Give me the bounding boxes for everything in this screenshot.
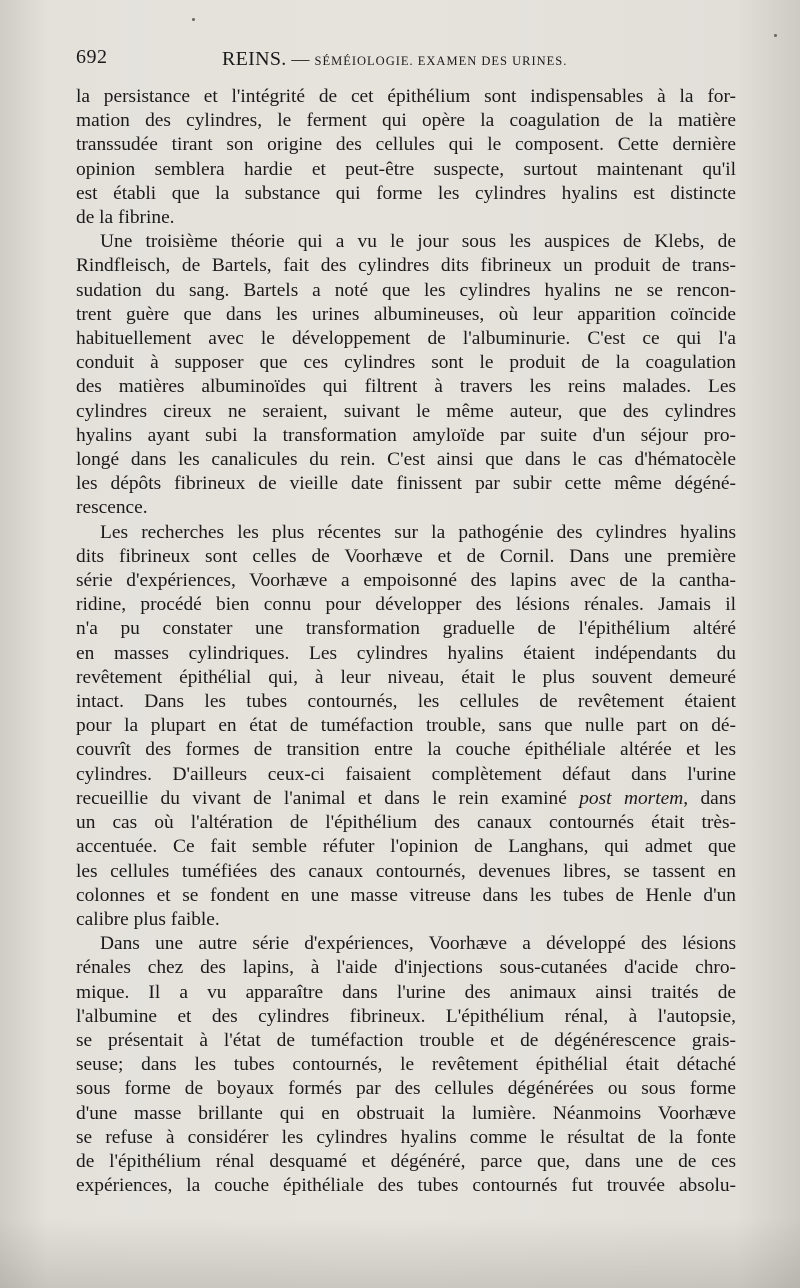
text-line: intact. Dans les tubes contournés, les cellules de revêtement étaient xyxy=(76,691,736,713)
text-line: Une troisième théorie qui a vu le jour sous les auspices de Klebs, de xyxy=(100,231,736,253)
text-line: longé dans les canalicules du rein. C'est ainsi que dans le cas d'hématocèle xyxy=(76,449,736,471)
text-line: cylindres. D'ailleurs ceux-ci faisaient complètement défaut dans l'urine xyxy=(76,763,736,785)
paper-speck xyxy=(774,34,777,37)
text-line: accentuée. Ce fait semble réfuter l'opinion de Langhans, qui admet que xyxy=(76,836,736,858)
text-line: rescence. xyxy=(76,497,148,519)
text-line: trent guère que dans les urines albumineuses, où leur apparition coïncide xyxy=(76,303,736,325)
text-line: calibre plus faible. xyxy=(76,908,220,930)
text-line: sous forme de boyaux formés par des cellules dégénérées ou sous forme xyxy=(76,1078,736,1100)
text-line: des matières albuminoïdes qui filtrent à travers les reins malades. Les xyxy=(76,376,736,398)
text-line: rénales chez des lapins, à l'aide d'injections sous-cutanées d'acide chro- xyxy=(76,957,736,979)
text-line: un cas où l'altération de l'épithélium des canaux contournés était très- xyxy=(76,812,736,834)
text-line: Rindfleisch, de Bartels, fait des cylindres dits fibrineux un produit de trans- xyxy=(76,255,736,277)
text-line: sudation du sang. Bartels a noté que les cylindres hyalins ne se rencon- xyxy=(76,279,736,301)
text-line: est établi que la substance qui forme les cylindres hyalins est distincte xyxy=(76,182,736,204)
page-number: 692 xyxy=(76,46,108,68)
text-line: mation des cylindres, le ferment qui opère la coagulation de la matière xyxy=(76,110,736,132)
text-line: série d'expériences, Voorhæve a empoisonné des lapins avec de la cantha- xyxy=(76,570,736,592)
text-line: opinion semblera hardie et peut-être suspecte, surtout maintenant qu'il xyxy=(76,158,736,180)
text-line: Les recherches les plus récentes sur la pathogénie des cylindres hyalins xyxy=(100,521,736,543)
text-line: hyalins ayant subi la transformation amyloïde par suite d'un séjour pro- xyxy=(76,424,736,446)
text-line: la persistance et l'intégrité de cet épithélium sont indispensables à la for- xyxy=(76,86,736,107)
italic-phrase: post mortem xyxy=(579,787,684,809)
running-title-main: REINS. xyxy=(222,48,287,70)
text-line: de la fibrine. xyxy=(76,207,175,229)
text-line: se présentait à l'état de tuméfaction trouble et de dégénérescence grais- xyxy=(76,1029,736,1051)
text-line: dits fibrineux sont celles de Voorhæve et de Cornil. Dans une première xyxy=(76,545,736,567)
running-title xyxy=(222,48,567,71)
text-line: l'albumine et des cylindres fibrineux. L'épithélium rénal, à l'autopsie, xyxy=(76,1005,736,1027)
text-line: en masses cylindriques. Les cylindres hyalins étaient indépendants du xyxy=(76,642,736,664)
text-line: habituellement avec le développement de l'albuminurie. C'est ce qui l'a xyxy=(76,328,736,350)
paper-speck xyxy=(192,18,195,21)
text-line: revêtement épithélial qui, à leur niveau, était le plus souvent demeuré xyxy=(76,666,736,688)
text-line: recueillie du vivant de l'animal et dans le rein examiné post mortem, dans xyxy=(76,787,736,809)
text-line: n'a pu constater une transformation graduelle de l'épithélium altéré xyxy=(76,618,736,640)
text-line: Dans une autre série d'expériences, Voorhæve a développé des lésions xyxy=(100,933,736,955)
text-line: transsudée tirant son origine des cellules qui le composent. Cette dernière xyxy=(76,134,736,156)
text-line: les cellules tuméfiées des canaux contournés, devenues libres, se tassent en xyxy=(76,860,736,882)
running-title-sub: SÉMÉIOLOGIE. EXAMEN DES URINES. xyxy=(314,54,568,68)
text-line: pour la plupart en état de tuméfaction trouble, sans que nulle part on dé- xyxy=(76,715,736,737)
text-line: conduit à supposer que ces cylindres sont le produit de la coagulation xyxy=(76,352,736,374)
text-line: mique. Il a vu apparaître dans l'urine des animaux ainsi traités de xyxy=(76,981,736,1003)
text-line: couvrît des formes de transition entre la couche épithéliale altérée et les xyxy=(76,739,736,761)
text-line: colonnes et se fondent en une masse vitreuse dans les tubes de Henle d'un xyxy=(76,884,736,906)
text-line: ridine, procédé bien connu pour développer des lésions rénales. Jamais il xyxy=(76,594,736,616)
running-head xyxy=(76,46,736,76)
body-text xyxy=(76,85,736,1198)
text-line: de l'épithélium rénal desquamé et dégénéré, parce que, dans une de ces xyxy=(76,1150,736,1172)
text-line: se refuse à considérer les cylindres hyalins comme le résultat de la fonte xyxy=(76,1126,736,1148)
text-line: d'une masse brillante qui en obstruait la lumière. Néanmoins Voorhæve xyxy=(76,1102,736,1124)
text-line: expériences, la couche épithéliale des tubes contournés fut trouvée absolu- xyxy=(76,1175,736,1197)
text-line: les dépôts fibrineux de vieille date finissent par subir cette même dégéné- xyxy=(76,473,736,495)
text-line: cylindres cireux ne seraient, suivant le même auteur, que des cylindres xyxy=(76,400,736,422)
running-title-dash: — xyxy=(286,49,315,69)
text-line: seuse; dans les tubes contournés, le revêtement épithélial était détaché xyxy=(76,1054,736,1076)
